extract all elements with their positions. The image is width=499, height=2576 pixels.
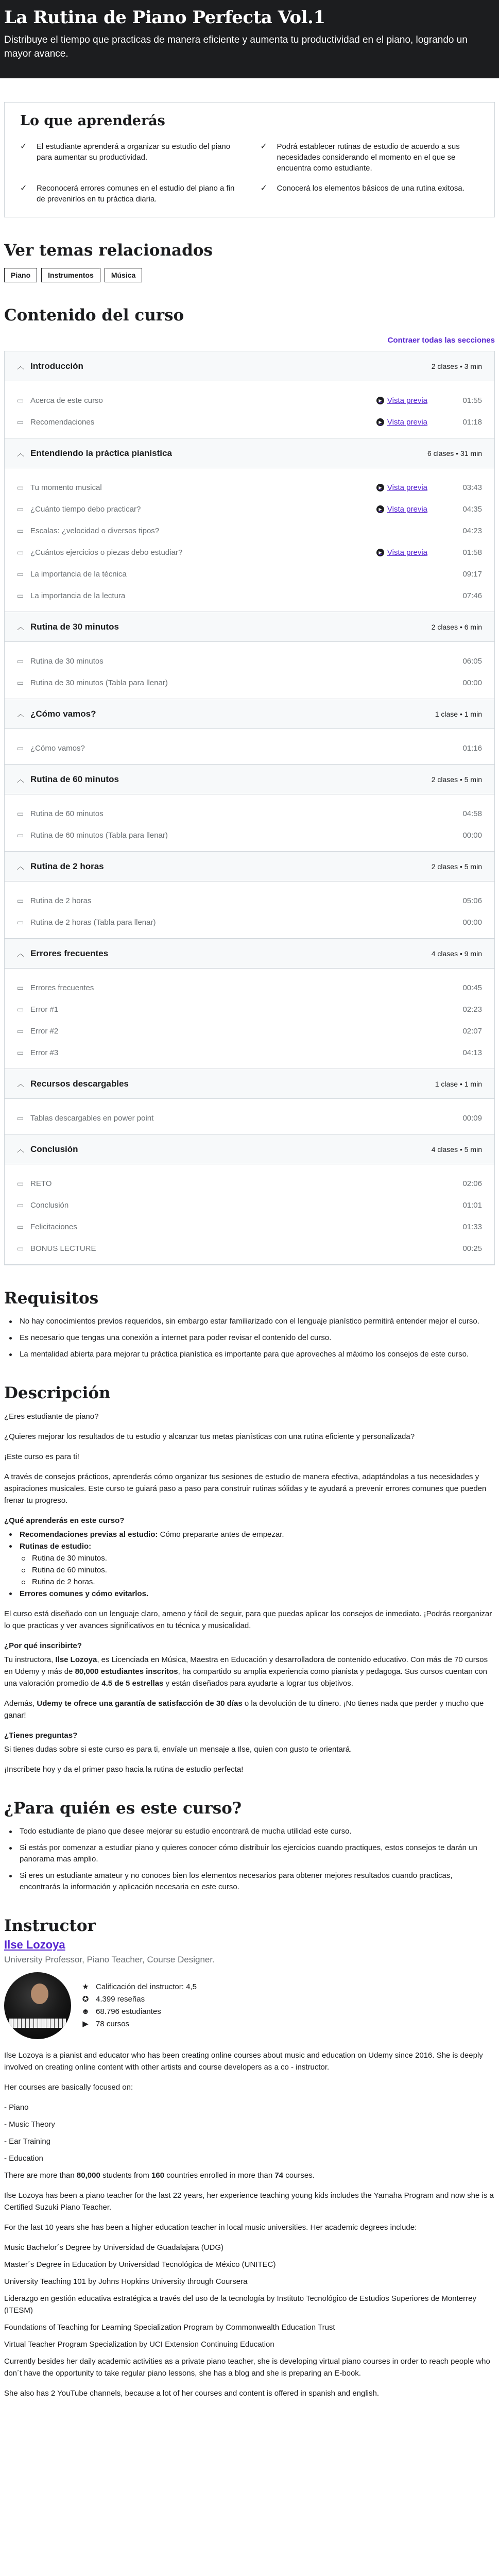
lecture-name: Recomendaciones	[30, 417, 95, 427]
bio-p: Ilse Lozoya has been a piano teacher for the last 22 years, her experience teaching young kids includes the Yamaha Program and now she is a Certified Suzuki Piano Teacher.	[4, 2191, 494, 2212]
course-subtitle: Distribuye el tiempo que practicas de manera eficiente y aumenta tu productividad en el piano, logrando un mayor avance.	[4, 35, 468, 59]
lecture-duration: 02:06	[462, 1179, 482, 1188]
learn-item	[261, 141, 483, 174]
preview-link[interactable]	[376, 396, 427, 405]
desc-sub-item: Rutina de 30 minutos.	[4, 1552, 495, 1564]
section-lectures	[5, 882, 494, 939]
lecture-duration: 07:46	[462, 591, 482, 600]
audience-item: Si estás por comenzar a estudiar piano y quieres conocer cómo distribuir los ejercicios cuando practiques, estos consejos te darán un panorama mas amplio.	[4, 1842, 495, 1865]
section-lectures	[5, 468, 494, 612]
preview-link[interactable]	[376, 483, 427, 492]
instructor-bio	[4, 2049, 495, 2399]
related-topics-heading: Ver temas relacionados	[4, 241, 213, 260]
section-title: Conclusión	[30, 1144, 78, 1154]
audience-list	[4, 1826, 495, 1893]
video-icon: ▭	[17, 1200, 24, 1209]
lecture-row	[17, 890, 482, 911]
chevron-up-icon: ︿	[17, 709, 24, 718]
lecture-name: Conclusión	[30, 1200, 69, 1210]
requirement-item: Es necesario que tengas una conexión a internet para poder revisar el contenido del curso.	[4, 1332, 495, 1344]
lecture-row	[17, 977, 482, 998]
lecture-duration: 02:23	[462, 1005, 482, 1014]
instructor-heading: Instructor	[4, 1917, 96, 1935]
chevron-up-icon: ︿	[17, 775, 24, 784]
focus-item: - Music Theory	[4, 2120, 55, 2129]
section-header[interactable]	[5, 438, 494, 468]
lecture-name: La importancia de la técnica	[30, 569, 127, 579]
chevron-up-icon: ︿	[17, 1079, 24, 1088]
bio-p: Currently besides her daily academic activities as a private piano teacher, she is developing virtual piano courses in order to reach people who don´t have the opportunity to take regular piano lessons, she has a blog and she is preparing an E-book.	[4, 2357, 490, 2378]
lecture-duration: 04:58	[462, 809, 482, 818]
lecture-row	[17, 998, 482, 1020]
learn-item-text: Reconocerá errores comunes en el estudio del piano a fin de prevenirlos en tu práctica diaria.	[37, 184, 235, 204]
lecture-duration: 00:09	[462, 1113, 482, 1123]
requirement-item: No hay conocimientos previos requeridos, sin embargo estar familiarizado con el lenguaje pianístico permitirá entender mejor el curso.	[4, 1316, 495, 1327]
requirement-item: La mentalidad abierta para mejorar tu práctica pianística es importante para que aproveches al máximo los consejos de este curso.	[4, 1349, 495, 1360]
lecture-row[interactable]	[17, 477, 482, 498]
video-icon: ▭	[17, 1179, 24, 1188]
section-header[interactable]	[5, 612, 494, 642]
requirements-list	[4, 1316, 495, 1360]
audience-item: Si eres un estudiante amateur y no conoces bien los elementos necesarios para obtener mejores resultados cuando practicas, encontrarás la información y aplicación necesaria en este curso.	[4, 1870, 495, 1893]
section-header[interactable]	[5, 351, 494, 381]
lecture-name: ¿Cuántos ejercicios o piezas debo estudiar?	[30, 548, 183, 557]
lecture-row	[17, 1216, 482, 1238]
lecture-duration: 01:55	[462, 396, 482, 405]
learn-heading: Lo que aprenderás	[20, 113, 165, 129]
video-icon: ▭	[17, 417, 24, 426]
desc-sub-item: Rutina de 2 horas.	[4, 1576, 495, 1588]
award-icon: ✪	[82, 1995, 89, 2004]
desc-list-item: Errores comunes y cómo evitarlos.	[4, 1588, 495, 1600]
section-meta: 6 clases • 31 min	[427, 449, 482, 457]
lecture-duration: 01:33	[462, 1222, 482, 1231]
lecture-name: Error #2	[30, 1026, 59, 1036]
check-icon: ✓	[260, 184, 267, 193]
lecture-name: Rutina de 30 minutos	[30, 656, 104, 666]
preview-link[interactable]	[376, 418, 427, 427]
lecture-name: Rutina de 2 horas	[30, 896, 92, 905]
focus-item: - Ear Training	[4, 2137, 51, 2146]
instructor-stat	[81, 2006, 197, 2018]
lecture-row	[17, 737, 482, 759]
lecture-duration: 04:23	[462, 526, 482, 535]
bio-p: There are more than 80,000 students from 160 countries enrolled in more than 74 courses.	[4, 2171, 315, 2180]
course-hero	[0, 0, 499, 78]
degree-item: University Teaching 101 by Johns Hopkins University through Coursera	[4, 2277, 248, 2286]
lecture-row[interactable]	[17, 541, 482, 563]
stat-text: 4.399 reseñas	[96, 1995, 145, 2004]
video-icon: ▭	[17, 1113, 24, 1122]
lecture-duration: 01:58	[462, 548, 482, 557]
video-icon: ▭	[17, 656, 24, 665]
users-icon: ☻	[81, 2007, 90, 2016]
chevron-up-icon: ︿	[17, 949, 24, 958]
chevron-up-icon: ︿	[17, 362, 24, 370]
desc-p: ¿Eres estudiante de piano?	[4, 1412, 99, 1421]
topic-tag[interactable]: Música	[105, 268, 142, 282]
degree-item: Virtual Teacher Program Specialization by UCI Extension Continuing Education	[4, 2340, 274, 2349]
collapse-all-sections-button[interactable]: Contraer todas las secciones	[387, 336, 495, 345]
instructor-stat	[81, 1981, 197, 1993]
video-icon: ▭	[17, 591, 24, 600]
instructor-stat	[81, 2018, 197, 2030]
lecture-duration: 00:45	[462, 983, 482, 992]
learn-item	[20, 141, 242, 174]
lecture-name: Tablas descargables en power point	[30, 1113, 154, 1123]
desc-p: ¡Este curso es para ti!	[4, 1452, 79, 1461]
preview-link[interactable]	[376, 505, 427, 514]
lecture-row	[17, 1173, 482, 1194]
section-header[interactable]	[5, 939, 494, 969]
section-header[interactable]	[5, 1134, 494, 1164]
section-header[interactable]	[5, 1069, 494, 1099]
chevron-up-icon: ︿	[17, 1145, 24, 1154]
play-icon: ▶	[376, 505, 384, 513]
lecture-row[interactable]	[17, 498, 482, 520]
lecture-name: Rutina de 60 minutos (Tabla para llenar)	[30, 831, 168, 840]
check-icon: ✓	[20, 142, 27, 151]
focus-item: - Education	[4, 2154, 43, 2163]
lecture-name: Error #3	[30, 1048, 59, 1057]
video-icon: ▭	[17, 983, 24, 992]
section-title: Entendiendo la práctica pianística	[30, 448, 172, 458]
video-icon: ▭	[17, 526, 24, 535]
section-lectures	[5, 1164, 494, 1265]
video-icon: ▭	[17, 743, 24, 752]
lecture-row	[17, 803, 482, 824]
lecture-duration: 09:17	[462, 569, 482, 579]
section-title: Recursos descargables	[30, 1078, 129, 1089]
video-icon: ▭	[17, 918, 24, 926]
lecture-duration: 03:43	[462, 483, 482, 492]
stat-text: 68.796 estudiantes	[96, 2007, 161, 2016]
desc-p: ¿Quieres mejorar los resultados de tu estudio y alcanzar tus metas pianísticas con una rutina eficiente y personalizada?	[4, 1432, 415, 1441]
video-icon: ▭	[17, 396, 24, 404]
bio-p: For the last 10 years she has been a higher education teacher in local music universities. Her academic degrees include:	[4, 2223, 417, 2232]
bio-p: Her courses are basically focused on:	[4, 2083, 133, 2092]
learn-item-text: Podrá establecer rutinas de estudio de acuerdo a sus necesidades considerando el momento en el que se encuentra como estudiante.	[277, 142, 460, 173]
lecture-duration: 01:18	[462, 417, 482, 427]
lecture-name: RETO	[30, 1179, 52, 1188]
lecture-row	[17, 1194, 482, 1216]
focus-item: - Piano	[4, 2103, 29, 2112]
video-icon: ▭	[17, 1244, 24, 1252]
lecture-name: BONUS LECTURE	[30, 1244, 96, 1253]
lecture-row[interactable]	[17, 389, 482, 411]
section-title: Introducción	[30, 361, 83, 371]
section-header[interactable]	[5, 852, 494, 882]
video-icon: ▭	[17, 678, 24, 687]
section-lectures	[5, 1099, 494, 1134]
chevron-up-icon: ︿	[17, 862, 24, 871]
preview-label: Vista previa	[387, 396, 427, 405]
section-meta: 4 clases • 9 min	[431, 949, 482, 958]
section-meta: 2 clases • 3 min	[431, 362, 482, 370]
degree-item: Liderazgo en gestión educativa estratégica a través del uso de la tecnología by Instituto Tecnológico de Estudios Superiores de Monterrey (ITESM)	[4, 2294, 476, 2315]
lecture-row	[17, 911, 482, 933]
lecture-name: Errores frecuentes	[30, 983, 94, 992]
lecture-row	[17, 672, 482, 693]
desc-list-item: Rutinas de estudio:	[4, 1540, 495, 1552]
preview-label: Vista previa	[387, 417, 427, 427]
lecture-duration: 00:00	[462, 918, 482, 927]
what-you-will-learn	[4, 102, 495, 217]
lecture-name: Escalas: ¿velocidad o diversos tipos?	[30, 526, 160, 535]
lecture-row	[17, 585, 482, 606]
section-title: ¿Cómo vamos?	[30, 708, 96, 719]
section-title: Errores frecuentes	[30, 948, 109, 958]
section-meta: 2 clases • 6 min	[431, 622, 482, 631]
video-icon: ▭	[17, 569, 24, 578]
learn-item-text: El estudiante aprenderá a organizar su estudio del piano para aumentar su productividad.	[37, 142, 231, 162]
lecture-duration: 02:07	[462, 1026, 482, 1036]
chevron-up-icon: ︿	[17, 449, 24, 457]
section-title: Rutina de 30 minutos	[30, 621, 119, 632]
lecture-duration: 06:05	[462, 656, 482, 666]
desc-p: A través de consejos prácticos, aprenderás cómo organizar tus sesiones de estudio de manera efectiva, adaptándolas a tus necesidades y aspiraciones musicales. Este curso te guiará paso a paso para construir rutinas sólidas y te ayudará a prevenir errores comunes que pueden frenar tu progreso.	[4, 1472, 487, 1505]
video-icon: ▭	[17, 483, 24, 492]
section-meta: 4 clases • 5 min	[431, 1145, 482, 1154]
play-icon: ▶	[376, 484, 384, 492]
desc-question: ¿Por qué inscribirte?	[4, 1641, 82, 1650]
lecture-row	[17, 1020, 482, 1042]
preview-link[interactable]	[376, 548, 427, 557]
section-lectures	[5, 794, 494, 852]
video-icon: ▭	[17, 809, 24, 818]
lecture-name: Tu momento musical	[30, 483, 102, 492]
section-meta: 2 clases • 5 min	[431, 775, 482, 784]
degree-item: Music Bachelor´s Degree by Universidad de Guadalajara (UDG)	[4, 2243, 224, 2252]
section-lectures	[5, 642, 494, 699]
lecture-row[interactable]	[17, 411, 482, 433]
play-circle-icon: ▶	[82, 2020, 89, 2028]
curriculum	[4, 351, 495, 1265]
lecture-name: Rutina de 60 minutos	[30, 809, 104, 818]
lecture-row	[17, 1042, 482, 1063]
desc-p: Tu instructora, Ilse Lozoya, es Licenciada en Música, Maestra en Educación y desarrolladora de contenido educativo. Con más de 70 cursos en Udemy y más de 80,000 estudiantes inscritos, ha compartido su amplia experiencia como pianista y pedagoga. Sus cursos cuentan con una valoración promedio de 4.5 de 5 estrellas y están diseñados para ayudarte a lograr tus objetivos.	[4, 1655, 488, 1688]
desc-sub-item: Rutina de 60 minutos.	[4, 1564, 495, 1576]
video-icon: ▭	[17, 1048, 24, 1057]
desc-list-item: Recomendaciones previas al estudio: Cómo prepararte antes de empezar.	[4, 1529, 495, 1540]
lecture-duration: 04:35	[462, 504, 482, 514]
lecture-name: La importancia de la lectura	[30, 591, 126, 600]
star-icon: ★	[82, 1982, 89, 1991]
section-lectures	[5, 381, 494, 438]
lecture-duration: 05:06	[462, 896, 482, 905]
instructor-name-link[interactable]: Ilse Lozoya	[4, 1938, 65, 1951]
chevron-up-icon: ︿	[17, 622, 24, 631]
section-title: Rutina de 60 minutos	[30, 774, 119, 784]
degree-item: Foundations of Teaching for Learning Specialization Program by Commonwealth Education Trust	[4, 2323, 335, 2332]
instructor-stats	[81, 1981, 197, 2030]
bio-p: Ilse Lozoya is a pianist and educator who has been creating online courses about music and education on Udemy since 2016. She is deeply involved on creating online content with other artists and course developers as a co - instructor.	[4, 2051, 483, 2072]
video-icon: ▭	[17, 831, 24, 839]
instructor-avatar[interactable]	[4, 1972, 71, 2039]
lecture-duration: 00:00	[462, 678, 482, 687]
preview-label: Vista previa	[387, 504, 427, 514]
description-heading: Descripción	[4, 1384, 111, 1402]
lecture-name: Acerca de este curso	[30, 396, 103, 405]
lecture-name: ¿Cuánto tiempo debo practicar?	[30, 504, 141, 514]
audience-item: Todo estudiante de piano que desee mejorar su estudio encontrará de mucha utilidad este curso.	[4, 1826, 495, 1837]
check-icon: ✓	[20, 184, 27, 193]
learn-item	[261, 183, 483, 205]
video-icon: ▭	[17, 896, 24, 905]
video-icon: ▭	[17, 1222, 24, 1231]
lecture-row	[17, 563, 482, 585]
topic-tag[interactable]: Instrumentos	[41, 268, 100, 282]
lecture-name: Error #1	[30, 1005, 59, 1014]
section-lectures	[5, 729, 494, 765]
lecture-row	[17, 824, 482, 846]
topic-tag[interactable]: Piano	[4, 268, 37, 282]
section-title: Rutina de 2 horas	[30, 861, 104, 871]
lecture-duration: 01:01	[462, 1200, 482, 1210]
lecture-duration: 00:25	[462, 1244, 482, 1253]
lecture-name: ¿Cómo vamos?	[30, 743, 85, 753]
section-meta: 2 clases • 5 min	[431, 862, 482, 871]
play-icon: ▶	[376, 549, 384, 556]
instructor-stat	[81, 1993, 197, 2006]
stat-text: 78 cursos	[96, 2020, 130, 2028]
play-icon: ▶	[376, 397, 384, 404]
video-icon: ▭	[17, 504, 24, 513]
requirements-heading: Requisitos	[4, 1289, 99, 1308]
stat-text: Calificación del instructor: 4,5	[96, 1982, 197, 1991]
section-header[interactable]	[5, 765, 494, 794]
section-meta: 1 clase • 1 min	[435, 1079, 482, 1088]
degree-item: Master´s Degree in Education by Universidad Tecnológica de México (UNITEC)	[4, 2260, 276, 2269]
lecture-name: Felicitaciones	[30, 1222, 77, 1231]
desc-p: ¡Inscríbete hoy y da el primer paso hacia la rutina de estudio perfecta!	[4, 1765, 244, 1774]
lecture-row	[17, 1238, 482, 1259]
lecture-duration: 04:13	[462, 1048, 482, 1057]
desc-p: Además, Udemy te ofrece una garantía de satisfacción de 30 días o la devolución de tu dinero. ¡No tienes nada que perder y mucho que ganar!	[4, 1699, 484, 1720]
video-icon: ▭	[17, 1026, 24, 1035]
learn-item-text: Conocerá los elementos básicos de una rutina exitosa.	[277, 184, 464, 193]
audience-heading: ¿Para quién es este curso?	[4, 1799, 242, 1818]
desc-p: El curso está diseñado con un lenguaje claro, ameno y fácil de seguir, para que puedas aplicar los consejos de inmediato. ¡Podrás reorganizar lo que practicas y ver avances significativos en tu técnica y musicalidad.	[4, 1609, 492, 1630]
play-icon: ▶	[376, 418, 384, 426]
lecture-row	[17, 650, 482, 672]
lecture-row	[17, 520, 482, 541]
course-content-heading: Contenido del curso	[4, 306, 184, 325]
video-icon: ▭	[17, 548, 24, 556]
lecture-name: Rutina de 2 horas (Tabla para llenar)	[30, 918, 156, 927]
bio-p: She also has 2 YouTube channels, because a lot of her courses and content is offered in spanish and english.	[4, 2389, 380, 2398]
desc-question: ¿Tienes preguntas?	[4, 1731, 78, 1740]
lecture-row	[17, 1107, 482, 1129]
course-title: La Rutina de Piano Perfecta Vol.1	[4, 7, 325, 28]
lecture-name: Rutina de 30 minutos (Tabla para llenar)	[30, 678, 168, 687]
desc-p: Si tienes dudas sobre si este curso es para ti, envíale un mensaje a Ilse, quien con gusto te orientará.	[4, 1745, 352, 1754]
lecture-duration: 00:00	[462, 831, 482, 840]
preview-label: Vista previa	[387, 483, 427, 492]
lecture-duration: 01:16	[462, 743, 482, 753]
check-icon: ✓	[260, 142, 267, 151]
preview-label: Vista previa	[387, 548, 427, 557]
section-lectures	[5, 969, 494, 1069]
instructor-title: University Professor, Piano Teacher, Course Designer.	[4, 1955, 215, 1964]
desc-question: ¿Qué aprenderás en este curso?	[4, 1516, 125, 1525]
learn-item	[20, 183, 242, 205]
video-icon: ▭	[17, 1005, 24, 1013]
section-header[interactable]	[5, 699, 494, 729]
description	[4, 1411, 495, 1775]
section-meta: 1 clase • 1 min	[435, 709, 482, 718]
